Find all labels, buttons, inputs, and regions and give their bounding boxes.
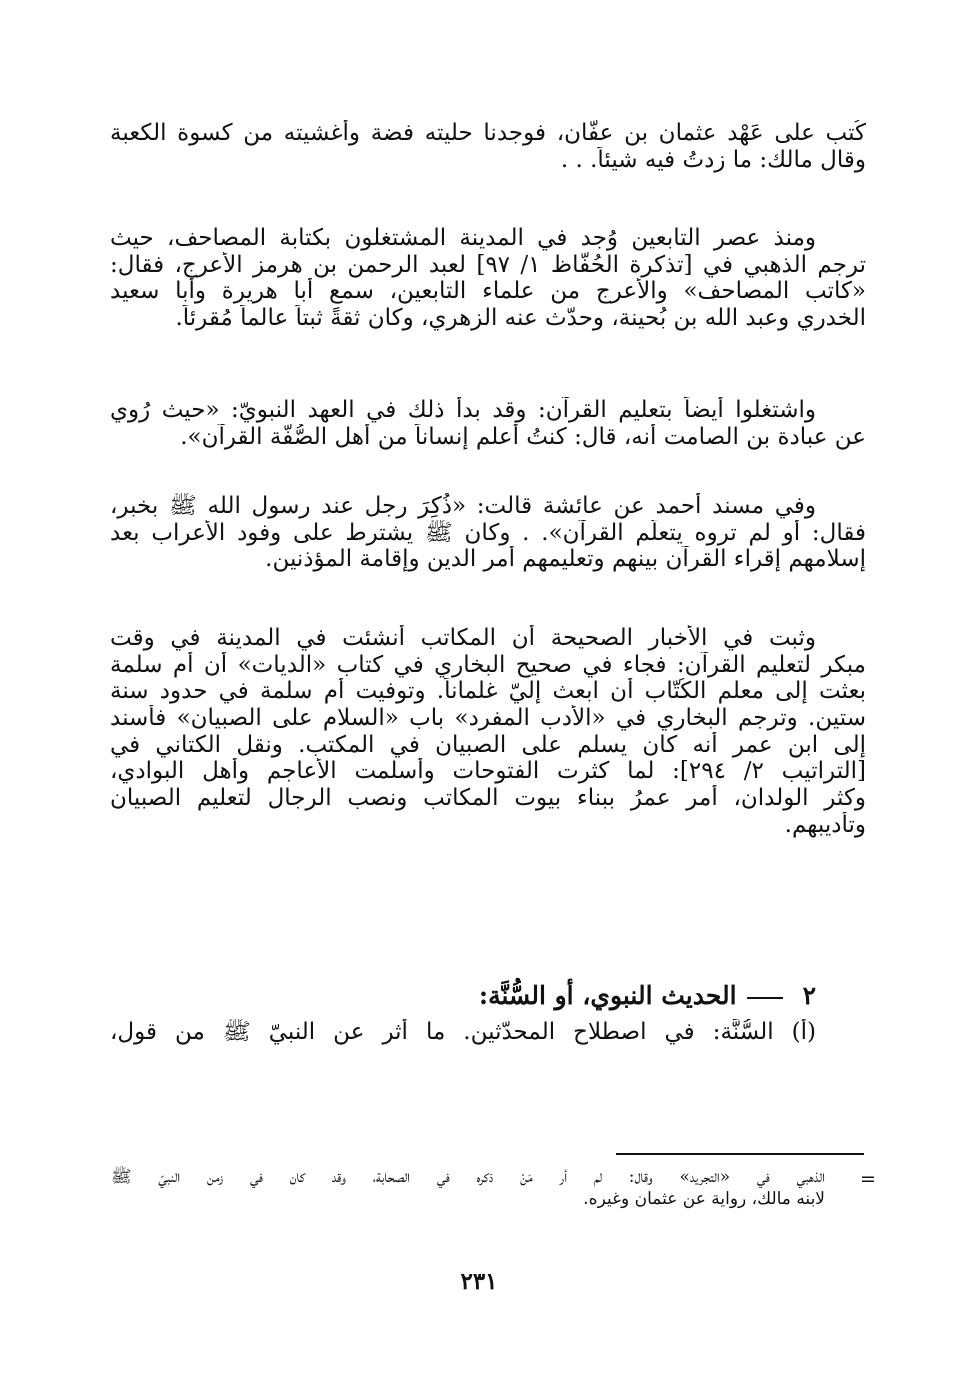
text-line: وكثر الولدان، أمر عمرُ ببناء بيوت المكاتب ونصب الرجال لتعليم الصبيان (110, 785, 866, 812)
text-line: وثبت في الأخبار الصحيحة أن المكاتب أنشئت في المدينة في وقت (110, 625, 816, 651)
text-line: وتأديبهم. (784, 811, 866, 838)
footnote-line: لابنه مالك، رواية عن عثمان وغيره. (583, 1189, 825, 1210)
paragraph (110, 225, 866, 377)
section-heading (110, 977, 866, 1015)
page-body (110, 120, 866, 1063)
paragraph (110, 397, 866, 473)
text-line: مبكر لتعليم القرآن: فجاء في صحيح البخاري في كتاب «الديات» أن أم سلمة (110, 651, 866, 678)
heading-dash (747, 997, 783, 999)
text-line: واشتغلوا أيضاً بتعليم القرآن: وقد بدأ ذلك في العهد النبويّ: «حيث رُوي (110, 397, 816, 423)
text-line: عن عبادة بن الصامت أنه، قال: كنتُ أُعلم إنساناً من أهل الصُّفَّة القرآن». (180, 423, 866, 450)
page-number: ٢٣١ (460, 1268, 498, 1295)
text-line: إلى ابن عمر أنه كان يسلم على الصبيان في المكتب. ونقل الكتاني في (110, 731, 866, 758)
text-line: وفي مسند أحمد عن عائشة قالت: «ذُكِرَ رجل عند رسول الله ﷺ بخبر، (110, 493, 816, 519)
text-line: ستين. وترجم البخاري في «الأدب المفرد» باب «السلام على الصبيان» فأسند (110, 705, 866, 732)
paragraph (110, 493, 866, 604)
text-line: [التراتيب ٢/ ٢٩٤]: لما كثرت الفتوحات وأسلمت الأعاجم وأهل البوادي، (110, 758, 866, 785)
text-line: الخدري وعبد الله بن بُحينة، وحدّث عنه الزهري، وكان ثقةً ثبتاً عالماً مُقرئاً. (175, 305, 866, 332)
text-line: ومنذ عصر التابعين وُجد في المدينة المشتغلون بكتابة المصاحف، حيث (110, 225, 816, 251)
text-line: بعثت إلى معلم الكُتّاب أن ابعث إليّ غلماناً. وتوفيت أم سلمة في حدود سنة (110, 678, 866, 705)
footnote-continuation-mark: = (860, 1168, 876, 1190)
footnote-line: الذهبي في «التجريد» وقال: لم أر مَنْ ذكره في الصحابة، وقد كان في زمن النبيّ ﷺ (111, 1167, 825, 1187)
footnote (111, 1166, 825, 1210)
text-line: وقال مالك: ما زدتُ فيه شيئاً. . . (560, 146, 866, 173)
text-line: إسلامهم إقراء القرآن بينهم وتعليمهم أمر الدين وإقامة المؤذنين. (265, 546, 866, 573)
section-title: الحديث النبوي، أو السُّنَّة: (478, 981, 737, 1010)
footnote-separator (616, 1153, 864, 1155)
paragraph (110, 120, 866, 204)
text-line: كُتب على عَهْد عثمان بن عفّان، فوجدنا حليته فضة وأغشيته من كسوة الكعبة (110, 120, 866, 146)
section-number: ٢ (802, 981, 816, 1010)
text-line: (أ) السُّنَّة: في اصطلاح المحدّثين. ما أُثر عن النبيّ ﷺ من قول، (110, 1019, 816, 1045)
text-line: «كاتب المصاحف» والأعرج من علماء التابعين، سمع أبا هريرة وأبا سعيد (110, 278, 866, 305)
text-line: ترجم الذهبي في [تذكرة الحُفّاظ ١/ ٩٧] لعبد الرحمن بن هرمز الأعرج، فقال: (110, 251, 866, 278)
paragraph (110, 625, 866, 957)
text-line: فقال: أو لم تروه يتعلّم القرآن». . وكان ﷺ يشترط على وفود الأعراب بعد (110, 519, 866, 546)
subitem-paragraph (110, 1019, 866, 1063)
